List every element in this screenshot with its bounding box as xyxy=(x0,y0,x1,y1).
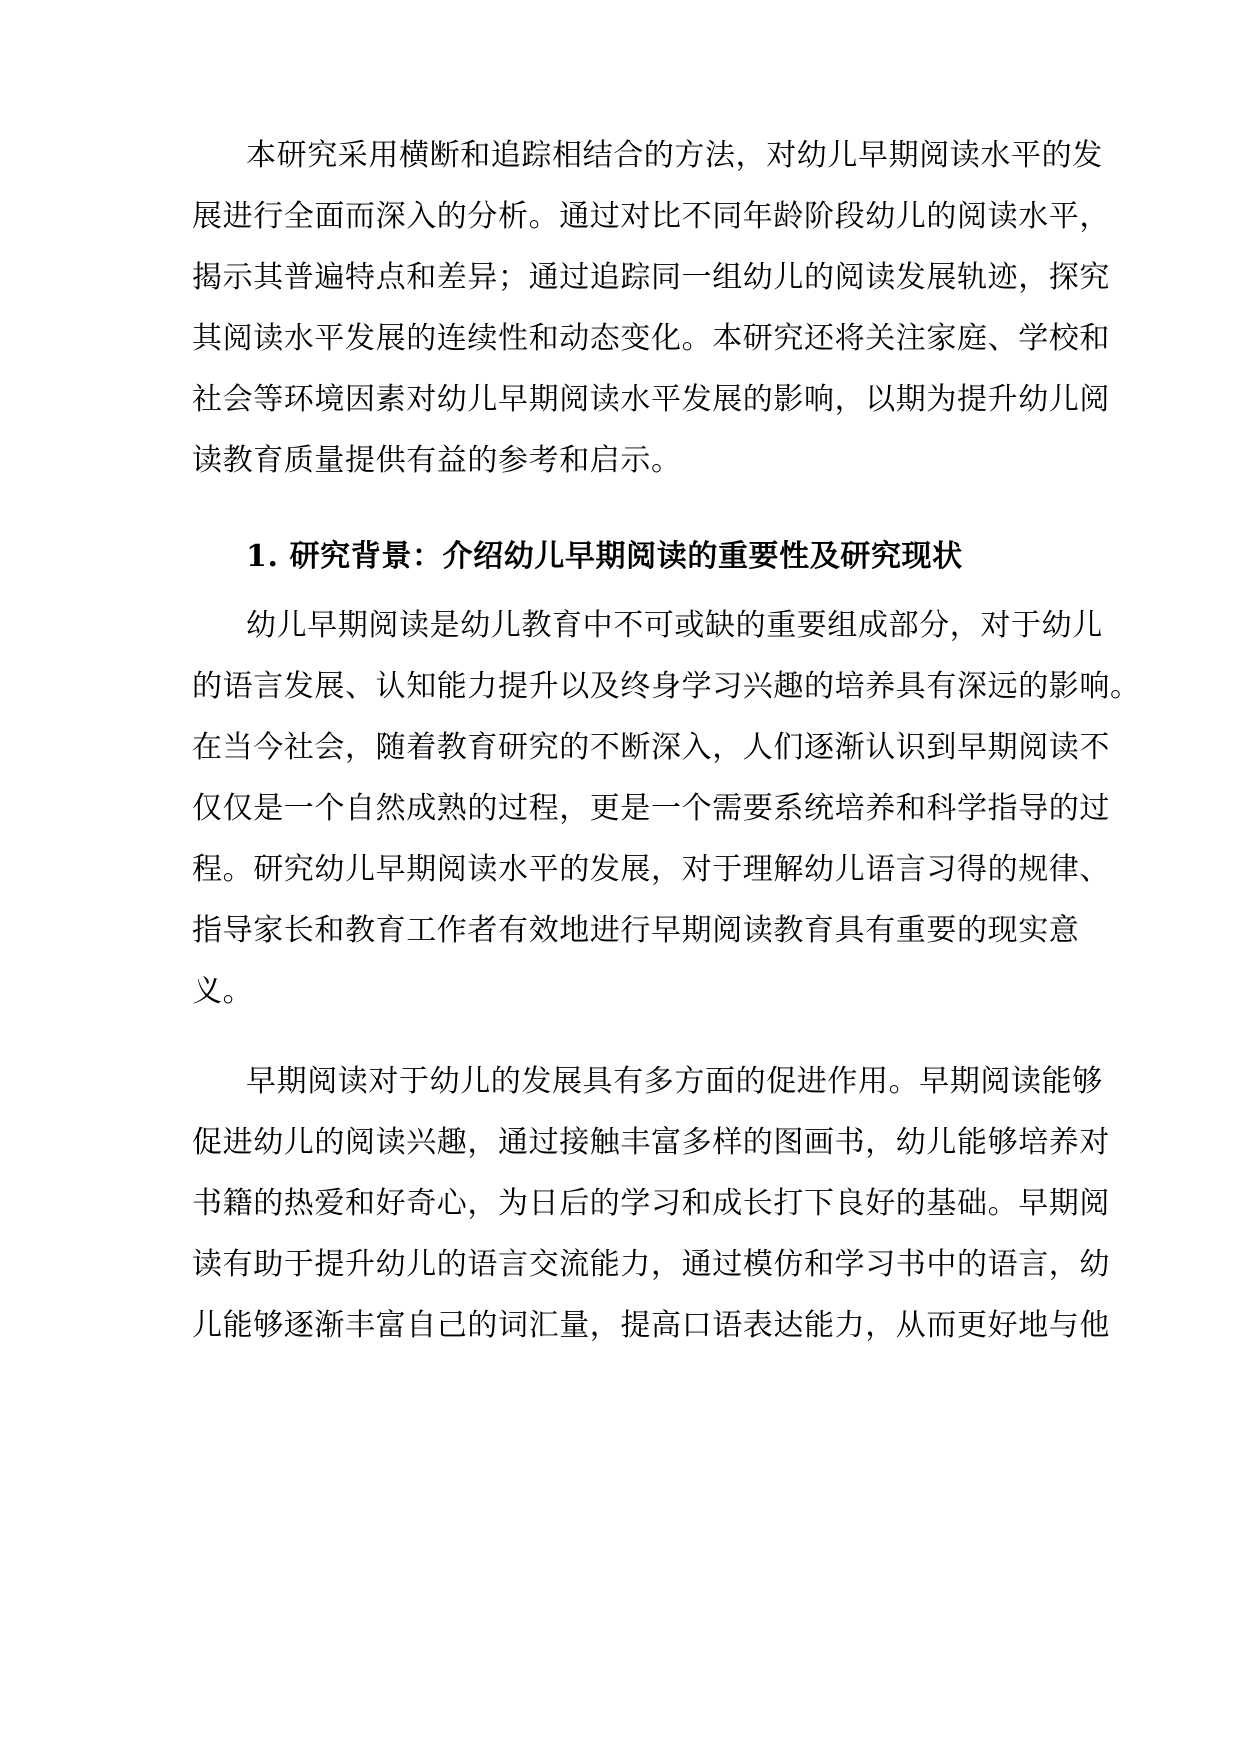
paragraph-2-line-5: 程。研究幼儿早期阅读水平的发展，对于理解幼儿语言习得的规律、 xyxy=(192,852,1110,887)
paragraph-1-line-5: 社会等环境因素对幼儿早期阅读水平发展的影响，以期为提升幼儿阅 xyxy=(192,382,1110,417)
section-heading: 1. 研究背景：介绍幼儿早期阅读的重要性及研究现状 xyxy=(246,539,963,574)
paragraph-3-line-3: 书籍的热爱和好奇心，为日后的学习和成长打下良好的基础。早期阅 xyxy=(192,1186,1110,1221)
paragraph-2-line-1: 幼儿早期阅读是幼儿教育中不可或缺的重要组成部分，对于幼儿 xyxy=(246,608,1103,643)
paragraph-2-line-6: 指导家长和教育工作者有效地进行早期阅读教育具有重要的现实意 xyxy=(192,913,1080,948)
paragraph-3-line-1: 早期阅读对于幼儿的发展具有多方面的促进作用。早期阅读能够 xyxy=(246,1064,1103,1099)
paragraph-3-line-4: 读有助于提升幼儿的语言交流能力，通过模仿和学习书中的语言，幼 xyxy=(192,1247,1110,1282)
paragraph-1-line-3: 揭示其普遍特点和差异；通过追踪同一组幼儿的阅读发展轨迹，探究 xyxy=(192,260,1110,295)
paragraph-2-line-4: 仅仅是一个自然成熟的过程，更是一个需要系统培养和科学指导的过 xyxy=(192,791,1110,826)
paragraph-2-line-3: 在当今社会，随着教育研究的不断深入，人们逐渐认识到早期阅读不 xyxy=(192,730,1110,765)
paragraph-3-line-2: 促进幼儿的阅读兴趣，通过接触丰富多样的图画书，幼儿能够培养对 xyxy=(192,1125,1110,1160)
paragraph-2-line-7: 义。 xyxy=(192,974,254,1009)
paragraph-1-line-4: 其阅读水平发展的连续性和动态变化。本研究还将关注家庭、学校和 xyxy=(192,321,1110,356)
paragraph-1-line-1: 本研究采用横断和追踪相结合的方法，对幼儿早期阅读水平的发 xyxy=(246,138,1103,173)
paragraph-3-line-5: 儿能够逐渐丰富自己的词汇量，提高口语表达能力，从而更好地与他 xyxy=(192,1308,1110,1343)
paragraph-1-line-2: 展进行全面而深入的分析。通过对比不同年龄阶段幼儿的阅读水平， xyxy=(192,199,1110,234)
paragraph-2-line-2: 的语言发展、认知能力提升以及终身学习兴趣的培养具有深远的影响。 xyxy=(192,669,1141,704)
paragraph-1-line-6: 读教育质量提供有益的参考和启示。 xyxy=(192,443,682,478)
